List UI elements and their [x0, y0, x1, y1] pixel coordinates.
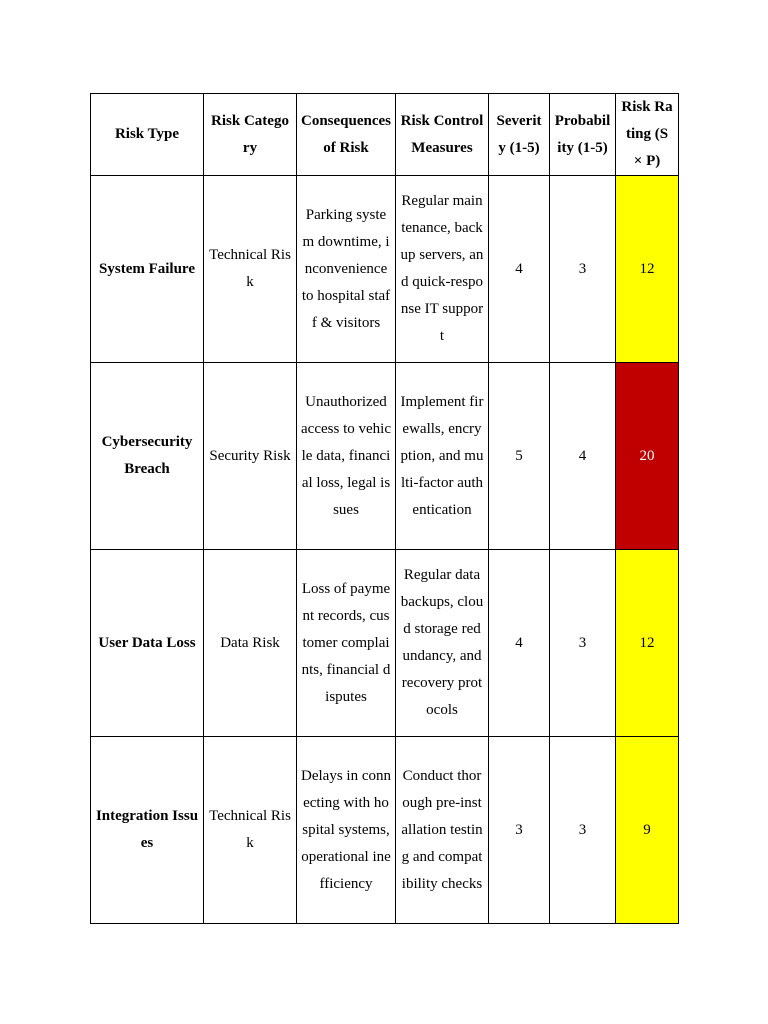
- header-severity: Severity (1-5): [489, 94, 550, 176]
- table-row: [91, 176, 679, 363]
- risk-type-cell: System Failure: [91, 176, 204, 363]
- table-row: [91, 550, 679, 737]
- header-control-measures: Risk Control Measures: [396, 94, 489, 176]
- risk-type-cell: Cybersecurity Breach: [91, 363, 204, 550]
- table-row: [91, 363, 679, 550]
- risk-category-cell: Data Risk: [204, 550, 297, 737]
- control-measures-cell: Regular maintenance, backup servers, and quick-response IT support: [396, 176, 489, 363]
- severity-cell: 3: [489, 737, 550, 924]
- header-risk-type: Risk Type: [91, 94, 204, 176]
- probability-cell: 3: [550, 737, 616, 924]
- control-measures-cell: Implement firewalls, encryption, and multi-factor authentication: [396, 363, 489, 550]
- consequences-cell: Delays in connecting with hospital systems, operational inefficiency: [297, 737, 396, 924]
- risk-type-cell: Integration Issues: [91, 737, 204, 924]
- risk-category-cell: Technical Risk: [204, 737, 297, 924]
- risk-type-cell: User Data Loss: [91, 550, 204, 737]
- risk-category-cell: Technical Risk: [204, 176, 297, 363]
- risk-assessment-table: [90, 93, 679, 924]
- table-body: [91, 176, 679, 924]
- risk-category-cell: Security Risk: [204, 363, 297, 550]
- severity-cell: 5: [489, 363, 550, 550]
- consequences-cell: Parking system downtime, inconvenience to hospital staff & visitors: [297, 176, 396, 363]
- probability-cell: 4: [550, 363, 616, 550]
- table-header: [91, 94, 679, 176]
- control-measures-cell: Conduct thorough pre-installation testing and compatibility checks: [396, 737, 489, 924]
- risk-rating-cell: 20: [616, 363, 679, 550]
- control-measures-cell: Regular data backups, cloud storage redundancy, and recovery protocols: [396, 550, 489, 737]
- table-row: [91, 737, 679, 924]
- severity-cell: 4: [489, 550, 550, 737]
- consequences-cell: Loss of payment records, customer complaints, financial disputes: [297, 550, 396, 737]
- probability-cell: 3: [550, 176, 616, 363]
- probability-cell: 3: [550, 550, 616, 737]
- consequences-cell: Unauthorized access to vehicle data, financial loss, legal issues: [297, 363, 396, 550]
- risk-rating-cell: 12: [616, 550, 679, 737]
- risk-rating-cell: 9: [616, 737, 679, 924]
- header-consequences: Consequences of Risk: [297, 94, 396, 176]
- header-risk-category: Risk Category: [204, 94, 297, 176]
- header-probability: Probability (1-5): [550, 94, 616, 176]
- header-risk-rating: Risk Rating (S × P): [616, 94, 679, 176]
- risk-rating-cell: 12: [616, 176, 679, 363]
- header-row: [91, 94, 679, 176]
- severity-cell: 4: [489, 176, 550, 363]
